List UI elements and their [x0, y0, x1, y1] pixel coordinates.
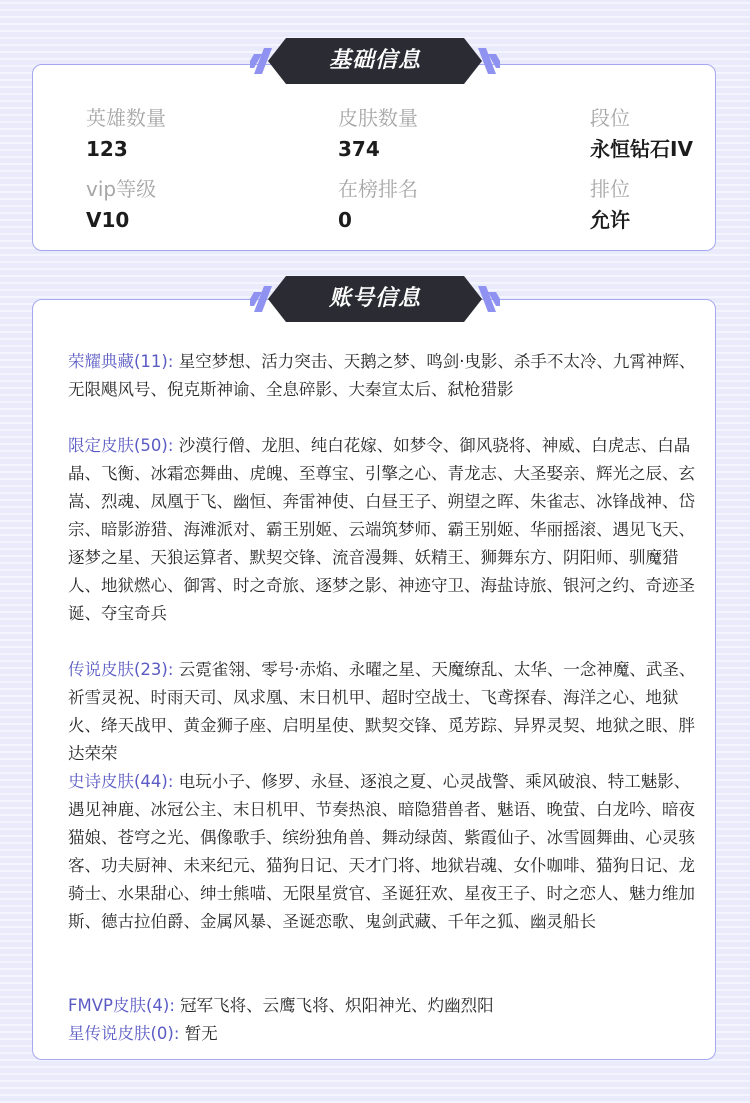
stat-rank-tier	[590, 104, 693, 163]
stat-label: 在榜排名	[338, 177, 418, 201]
section-limited-skins	[68, 432, 698, 628]
section-text: 星空梦想、活力突击、天鹅之梦、鸣剑·曳影、杀手不太冷、九霄神辉、无限飓风号、倪克斯神谕、全息碎影、大秦宣太后、弑枪猎影	[68, 352, 696, 399]
stat-leaderboard-rank	[338, 175, 418, 234]
section-text: 云霓雀翎、零号·赤焰、永曜之星、天魔缭乱、太华、一念神魔、武圣、祈雪灵祝、时雨天司、凤求凰、末日机甲、超时空战士、飞鸢探春、海洋之心、地狱火、绛天战甲、黄金狮子座、启明星使、默契交锋、觅芳踪、异界灵契、地狱之眼、胖达荣荣	[68, 660, 696, 763]
section-glory-collection	[68, 348, 698, 404]
section-fmvp-skins	[68, 992, 698, 1020]
basic-info-title: 基础信息	[328, 48, 421, 73]
stat-label: vip等级	[86, 177, 157, 201]
account-info-banner	[250, 276, 500, 322]
stat-label: 英雄数量	[86, 106, 166, 130]
section-legend-skins	[68, 656, 698, 768]
stat-label: 段位	[590, 106, 630, 130]
stat-label: 皮肤数量	[338, 106, 418, 130]
stat-value: 374	[338, 137, 380, 161]
section-text: 暂无	[184, 1024, 218, 1043]
stat-value: V10	[86, 208, 130, 232]
section-key: 史诗皮肤(44):	[68, 772, 174, 791]
section-key: 限定皮肤(50):	[68, 436, 174, 455]
section-star-legend-skins	[68, 1020, 698, 1048]
account-info-title: 账号信息	[328, 286, 421, 311]
section-text: 电玩小子、修罗、永昼、逐浪之夏、心灵战警、乘风破浪、特工魅影、遇见神鹿、冰冠公主、末日机甲、节奏热浪、暗隐猎兽者、魅语、晚萤、白龙吟、暗夜猫娘、苍穹之光、偶像歌手、缤纷独角兽、舞动绿茵、紫霞仙子、冰雪圆舞曲、心灵骇客、功夫厨神、未来纪元、猫狗日记、天才门将、地狱岩魂、女仆咖啡、猫狗日记、龙骑士、水果甜心、绅士熊喵、无限星赏官、圣诞狂欢、星夜王子、时之恋人、魅力维加斯、德古拉伯爵、金属风暴、圣诞恋歌、鬼剑武藏、千年之狐、幽灵船长	[68, 772, 695, 931]
section-epic-skins	[68, 768, 698, 936]
section-key: 星传说皮肤(0):	[68, 1024, 180, 1043]
stat-skin-count	[338, 104, 418, 163]
stat-value: 允许	[590, 208, 630, 232]
section-key: 荣耀典藏(11):	[68, 352, 174, 371]
section-text: 沙漠行僧、龙胆、纯白花嫁、如梦令、御风骁将、神威、白虎志、白晶晶、飞衡、冰霜恋舞曲、虎魄、至尊宝、引擎之心、青龙志、大圣娶亲、辉光之辰、玄嵩、烈魂、凤凰于飞、幽恒、奔雷神使、白昼王子、朔望之晖、朱雀志、冰锋战神、岱宗、暗影游猎、海滩派对、霸王别姬、云端筑梦师、霸王别姬、华丽摇滚、遇见飞天、逐梦之星、天狼运算者、默契交锋、流音漫舞、妖精王、狮舞东方、阴阳师、驯魔猎人、地狱燃心、御霄、时之奇旅、逐梦之影、神迹守卫、海盐诗旅、银河之约、奇迹圣诞、夺宝奇兵	[68, 436, 695, 623]
stat-label: 排位	[590, 177, 630, 201]
stat-vip-level	[86, 175, 156, 234]
stat-hero-count	[86, 104, 166, 163]
section-key: 传说皮肤(23):	[68, 660, 174, 679]
section-key: FMVP皮肤(4):	[68, 996, 175, 1015]
basic-info-banner	[250, 38, 500, 84]
stat-value: 123	[86, 137, 128, 161]
stat-value: 永恒钻石IV	[590, 137, 693, 161]
section-text: 冠军飞将、云鹰飞将、炽阳神光、灼幽烈阳	[180, 996, 494, 1015]
stat-ranked-allowed	[590, 175, 630, 234]
stat-value: 0	[338, 208, 352, 232]
